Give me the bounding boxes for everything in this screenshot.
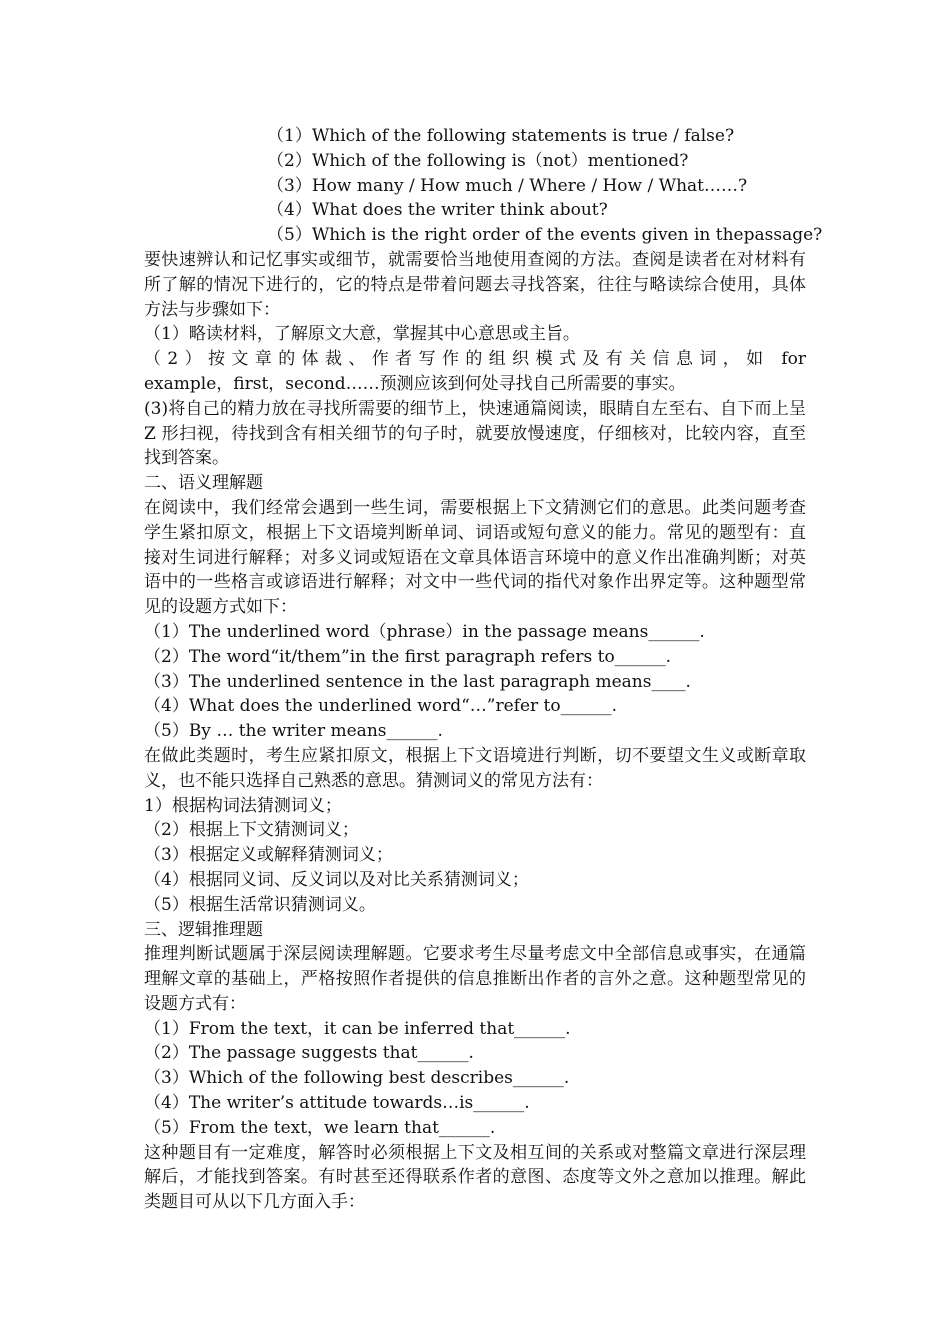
question-list-item: （4）The writer’s attitude towards…is______. [144,1093,530,1114]
question-list-item: （5）Which is the right order of the events given in thepassage? [267,225,823,246]
question-list-item: （5）By … the writer means______. [144,721,443,742]
method-list-item: （2）根据上下文猜测词义； [144,820,359,841]
question-list-item: （2）The passage suggests that______. [144,1043,474,1064]
question-list-item: （3）How many / How much / Where / How / What……? [267,175,748,196]
scanning-method-paragraph: 要快速辨认和记忆事实或细节，就需要恰当地使用查阅的方法。查阅是读者在对材料有所了解的情况下进行的，它的特点是带着问题去寻找答案，往往与略读综合使用，具体方法与步骤如下： [144,249,806,320]
question-list-item: （1）The underlined word（phrase）in the passage means______. [144,621,705,642]
advice-paragraph: 在做此类题时，考生应紧扣原文，根据上下文语境进行判断，切不要望文生义或断章取义，也不能只选择自己熟悉的意思。猜测词义的常见方法有： [144,745,806,791]
method-step-continued: example，first，second……预测应该到何处寻找自己所需要的事实。 [144,373,686,394]
question-list-item: （1）Which of the following statements is true / false? [267,126,735,146]
question-list-item: （5）From the text，we learn that______. [144,1117,496,1138]
section-heading: 二、语义理解题 [144,473,263,494]
question-list-item: （4）What does the writer think about? [267,200,608,221]
question-list-item: （4）What does the underlined word“…”refer to______. [144,696,618,717]
question-list-item: （2）The word“it/them”in the first paragraph refers to______. [144,646,672,667]
question-list-item: （3）Which of the following best describes______. [144,1068,570,1089]
method-step: (3)将自己的精力放在寻找所需要的细节上，快速通篇阅读，眼睛自左至右、自下而上呈 Z 形扫视，待找到含有相关细节的句子时，就要放慢速度，仔细核对，比较内容，直至找到答案。 [144,398,806,469]
section-heading: 三、逻辑推理题 [144,919,263,940]
method-list-item: （4）根据同义词、反义词以及对比关系猜测词义； [144,869,529,890]
method-list-item: （3）根据定义或解释猜测词义； [144,845,393,866]
question-list-item: （3）The underlined sentence in the last paragraph means____. [144,671,691,692]
closing-paragraph: 这种题目有一定难度，解答时必须根据上下文及相互间的关系或对整篇文章进行深层理解后，才能找到答案。有时甚至还得联系作者的意图、态度等文外之意加以推理。解此类题目可从以下几方面入手： [144,1142,806,1213]
question-list-item: （1）From the text，it can be inferred that______. [144,1018,571,1039]
method-step: （2）按文章的体裁、作者写作的组织模式及有关信息词，如 for [144,349,806,370]
section-intro-paragraph: 推理判断试题属于深层阅读理解题。它要求考生尽量考虑文中全部信息或事实，在通篇理解文章的基础上，严格按照作者提供的信息推断出作者的言外之意。这种题型常见的设题方式有： [144,944,806,1014]
method-list-item: （5）根据生活常识猜测词义。 [144,894,376,915]
section-intro-paragraph: 在阅读中，我们经常会遇到一些生词，需要根据上下文猜测它们的意思。此类问题考查学生紧扣原文，根据上下文语境判断单词、词语或短句意义的能力。常见的题型有：直接对生词进行解释；对多义词或短语在文章具体语言环境中的意义作出准确判断；对英语中的一些格言或谚语进行解释；对文中一些代词的指代对象作出界定等。这种题型常见的设题方式如下： [144,497,806,618]
question-list-item: （2）Which of the following is（not）mentioned? [267,150,689,171]
method-step: （1）略读材料，了解原文大意，掌握其中心意思或主旨。 [144,324,580,345]
method-list-item: 1）根据构词法猜测词义； [144,795,342,816]
document-body [144,124,823,1215]
